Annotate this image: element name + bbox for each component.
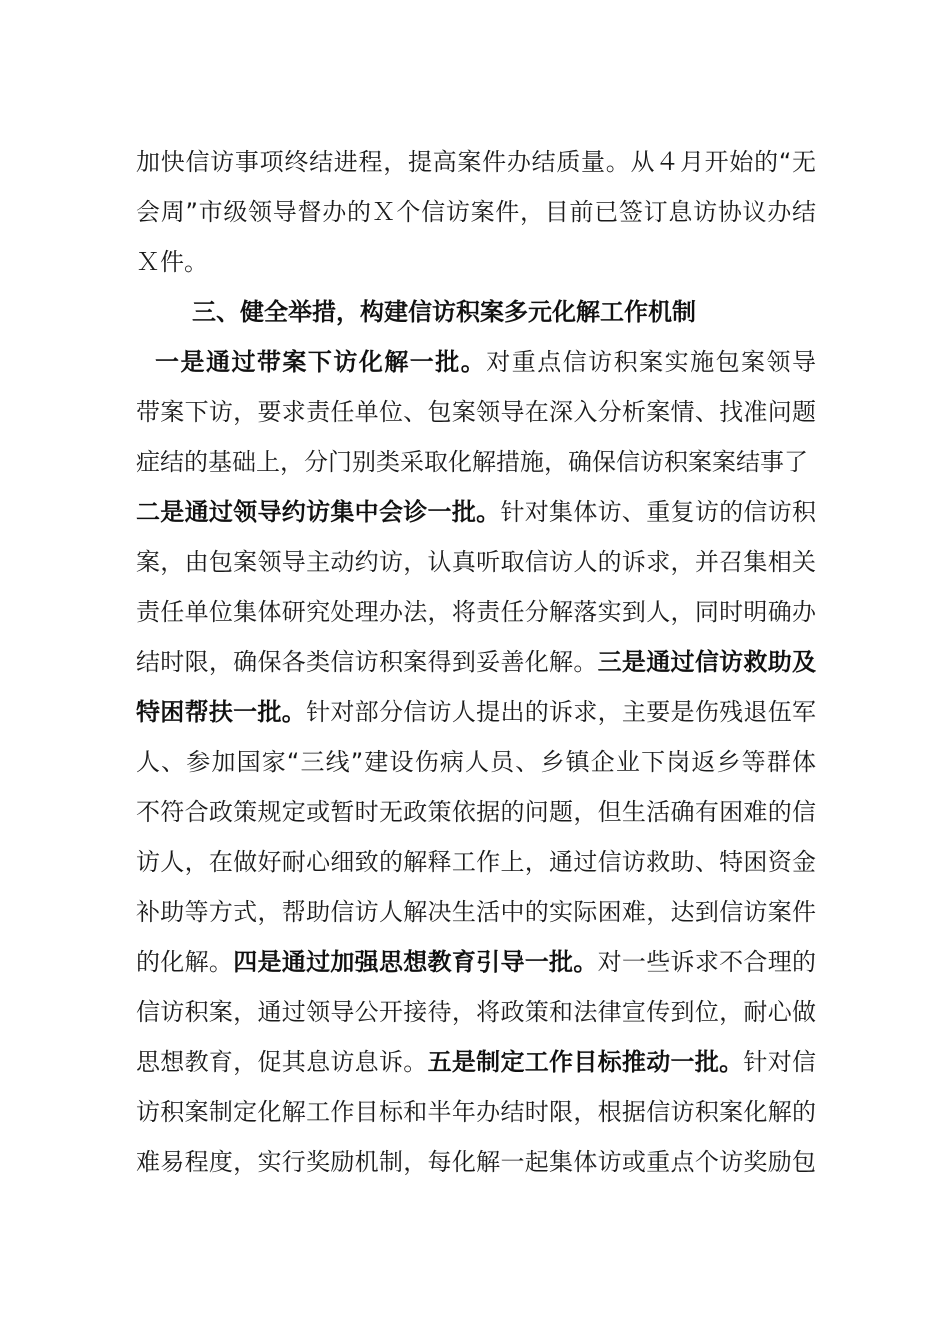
text-line: [136, 1137, 816, 1187]
text-line: [136, 187, 816, 237]
text-segment: 针对信: [743, 1048, 816, 1076]
text-line: [136, 1037, 816, 1087]
text-segment: 信访积案，通过领导公开接待，将政策和法律宣传到位，耐心做: [136, 998, 816, 1026]
text-segment: 结时限，确保各类信访积案得到妥善化解。: [136, 648, 598, 676]
text-segment: 带案下访，要求责任单位、包案领导在深入分析案情、找准问题: [136, 398, 816, 426]
text-line: [136, 487, 816, 537]
bold-text-segment: 二是通过领导约访集中会诊一批。: [136, 498, 501, 526]
text-segment: 加快信访事项终结进程，提高案件办结质量。从４月开始的“无: [136, 148, 816, 176]
text-segment: 访人，在做好耐心细致的解释工作上，通过信访救助、特困资金: [136, 848, 816, 876]
text-line: [136, 387, 816, 437]
text-segment: 症结的基础上，分门别类采取化解措施，确保信访积案案结事了: [136, 448, 808, 476]
text-segment: 补助等方式，帮助信访人解决生活中的实际困难，达到信访案件: [136, 898, 816, 926]
text-line: [136, 137, 816, 187]
bold-text-segment: 三是通过信访救助及: [597, 648, 816, 676]
text-line: [136, 237, 816, 287]
bold-text-segment: 特困帮扶一批。: [136, 698, 307, 726]
text-segment: 对重点信访积案实施包案领导: [486, 348, 816, 376]
text-line: [136, 937, 816, 987]
bold-text-segment: 五是制定工作目标推动一批。: [427, 1048, 744, 1076]
text-line: [136, 1087, 816, 1137]
text-segment: 对一些诉求不合理的: [597, 948, 816, 976]
text-line: [136, 537, 816, 587]
text-line: [136, 687, 816, 737]
text-line: [136, 837, 816, 887]
bold-text-segment: 一是通过带案下访化解一批。: [155, 348, 487, 376]
text-line: [136, 437, 816, 487]
text-line: [136, 787, 816, 837]
text-segment: 思想教育，促其息访息诉。: [136, 1048, 428, 1076]
section-heading: [192, 287, 752, 337]
text-line: [136, 587, 816, 637]
text-segment: 人、参加国家“三线”建设伤病人员、乡镇企业下岗返乡等群体: [136, 748, 816, 776]
text-segment: 责任单位集体研究处理办法，将责任分解落实到人，同时明确办: [136, 598, 816, 626]
text-segment: 针对部分信访人提出的诉求，主要是伤残退伍军: [306, 698, 816, 726]
text-segment: 会周”市级领导督办的Ｘ个信访案件，目前已签订息访协议办结: [136, 198, 816, 226]
text-line: [136, 887, 816, 937]
text-segment: 案，由包案领导主动约访，认真听取信访人的诉求，并召集相关: [136, 548, 816, 576]
text-line: [136, 637, 816, 687]
text-segment: 访积案制定化解工作目标和半年办结时限，根据信访积案化解的: [136, 1098, 816, 1126]
text-segment: 针对集体访、重复访的信访积: [500, 498, 816, 526]
text-line: [136, 737, 816, 787]
bold-text-segment: 三、健全举措，构建信访积案多元化解工作机制: [192, 298, 696, 326]
text-segment: Ｘ件。: [136, 248, 208, 276]
text-segment: 不符合政策规定或暂时无政策依据的问题，但生活确有困难的信: [136, 798, 816, 826]
text-segment: 难易程度，实行奖励机制，每化解一起集体访或重点个访奖励包: [136, 1148, 816, 1176]
text-line: [155, 337, 816, 387]
text-segment: 的化解。: [136, 948, 234, 976]
bold-text-segment: 四是通过加强思想教育引导一批。: [233, 948, 598, 976]
text-line: [136, 987, 816, 1037]
